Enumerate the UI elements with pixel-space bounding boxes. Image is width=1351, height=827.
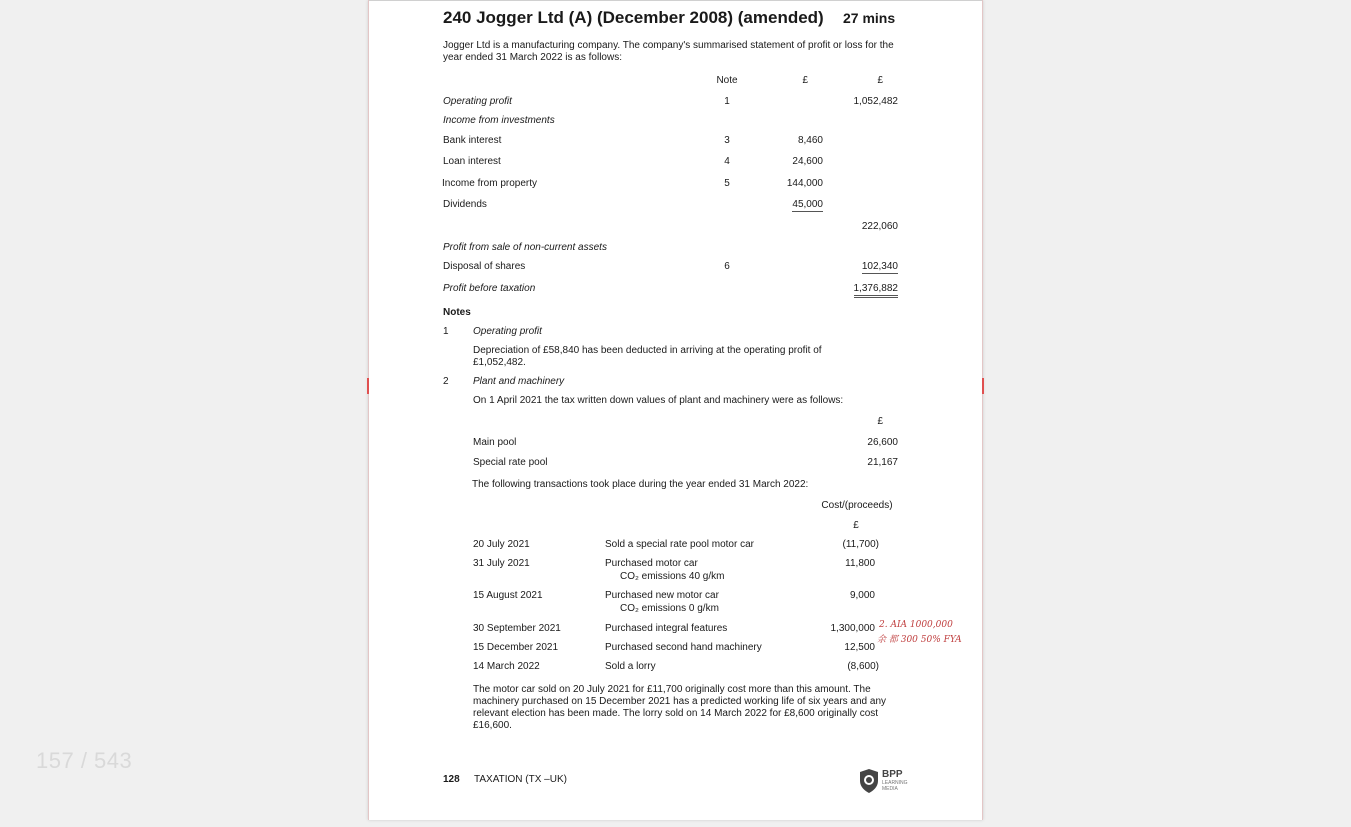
pool-value: 26,600 [867,437,898,448]
sopl-row-label: Profit from sale of non-current assets [443,242,607,253]
note-title: Plant and machinery [473,376,565,387]
question-title: 240 Jogger Ltd (A) (December 2008) (amended) [443,8,824,27]
transactions-currency: £ [853,520,859,531]
transactions-intro: The following transactions took place during the year ended 31 March 2022: [472,479,809,490]
tx-sub: CO₂ emissions 40 g/km [620,571,725,582]
note-number: 2 [443,376,449,387]
tx-desc: Purchased new motor car [605,590,719,601]
sopl-row-label: Dividends [443,199,487,210]
notes-heading: Notes [443,307,471,318]
tx-amount: 1,300,000 [830,623,875,634]
sopl-row-note: 4 [724,156,730,167]
lion-shield-icon [858,768,880,794]
page-counter: 157 / 543 [36,748,133,773]
tx-sub: CO₂ emissions 0 g/km [620,603,719,614]
handwritten-annotation-line2: 余 都 300 50% FYA [877,635,962,645]
pool-label: Special rate pool [473,457,548,468]
sopl-row-col2: 222,060 [861,221,898,232]
note-text: On 1 April 2021 the tax written down values of plant and machinery were as follows: [473,395,844,406]
sopl-row-col1: 144,000 [786,178,823,189]
note-text: Depreciation of £58,840 has been deducted in arriving at the operating profit of £1,052,482. [473,345,822,368]
tx-desc: Sold a lorry [605,661,656,672]
sopl-header-col1: £ [802,75,808,86]
sopl-row-col2: 102,340 [861,261,898,272]
tx-amount: 12,500 [844,642,875,653]
tx-desc: Purchased motor car [605,558,698,569]
tx-date: 30 September 2021 [473,623,561,634]
tx-amount: 9,000 [849,590,875,601]
sopl-row-label: Profit before taxation [443,283,536,294]
tx-desc: Sold a special rate pool motor car [605,539,754,550]
footer-page-number: 128 [443,774,460,785]
tx-amount: (8,600) [847,661,879,672]
sopl-row-note: 3 [724,135,730,146]
left-edge-marker [367,378,369,394]
sopl-row-label: Operating profit [443,96,512,107]
right-edge-marker [982,378,984,394]
tx-date: 15 December 2021 [473,642,559,653]
sopl-row-label: Loan interest [443,156,501,167]
sopl-row-note: 1 [724,96,730,107]
sopl-row-label: Income from property [442,178,538,189]
page-top-border [369,0,982,1]
tx-date: 14 March 2022 [473,661,540,672]
pool-currency: £ [877,416,883,427]
tx-desc: Purchased second hand machinery [605,642,762,653]
question-intro: Jogger Ltd is a manufacturing company. The company's summarised statement of profit or loss for the year ended 31 March 2022 is as follows: [443,40,894,63]
handwritten-annotation-line1: 2. AIA 1000,000 [879,620,953,630]
tx-amount: (11,700) [842,539,879,550]
tx-amount: 11,800 [845,558,875,569]
sopl-header-note: Note [716,75,738,86]
sopl-row-col1: 45,000 [792,199,823,210]
pool-value: 21,167 [867,457,898,468]
logo-sub-text: MEDIA [882,786,898,792]
sopl-row-col2: 1,376,882 [854,283,899,298]
sopl-header-col2: £ [877,75,883,86]
logo-sub-text: LEARNING [882,780,908,786]
sopl-row-col1: 8,460 [797,135,823,146]
sopl-row-col1: 24,600 [792,156,823,167]
tx-date: 15 August 2021 [473,590,543,601]
footer-book-title: TAXATION (TX –UK) [474,774,567,785]
pool-label: Main pool [473,437,517,448]
sopl-row-note: 6 [724,261,730,272]
tx-date: 31 July 2021 [473,558,530,569]
logo-main-text: BPP [882,769,903,780]
note-number: 1 [443,326,449,337]
tx-desc: Purchased integral features [605,623,728,634]
note-title: Operating profit [473,326,542,337]
question-time: 27 mins [843,10,896,26]
transactions-header: Cost/(proceeds) [821,500,893,511]
sopl-row-label: Disposal of shares [443,261,526,272]
tx-date: 20 July 2021 [473,539,530,550]
closing-text: The motor car sold on 20 July 2021 for £11,700 originally cost more than this amount. The machinery purchased on 15 December 2021 has a predicted working life of six years and any relevant election has been made. The lorry sold on 14 March 2022 for £8,600 originally cost £16,600. [473,684,887,731]
sopl-row-col2: 1,052,482 [853,96,898,107]
bpp-logo [858,768,918,796]
sopl-row-label: Income from investments [443,115,555,126]
sopl-row-note: 5 [724,178,730,189]
document-page [368,0,983,820]
sopl-row-label: Bank interest [443,135,502,146]
